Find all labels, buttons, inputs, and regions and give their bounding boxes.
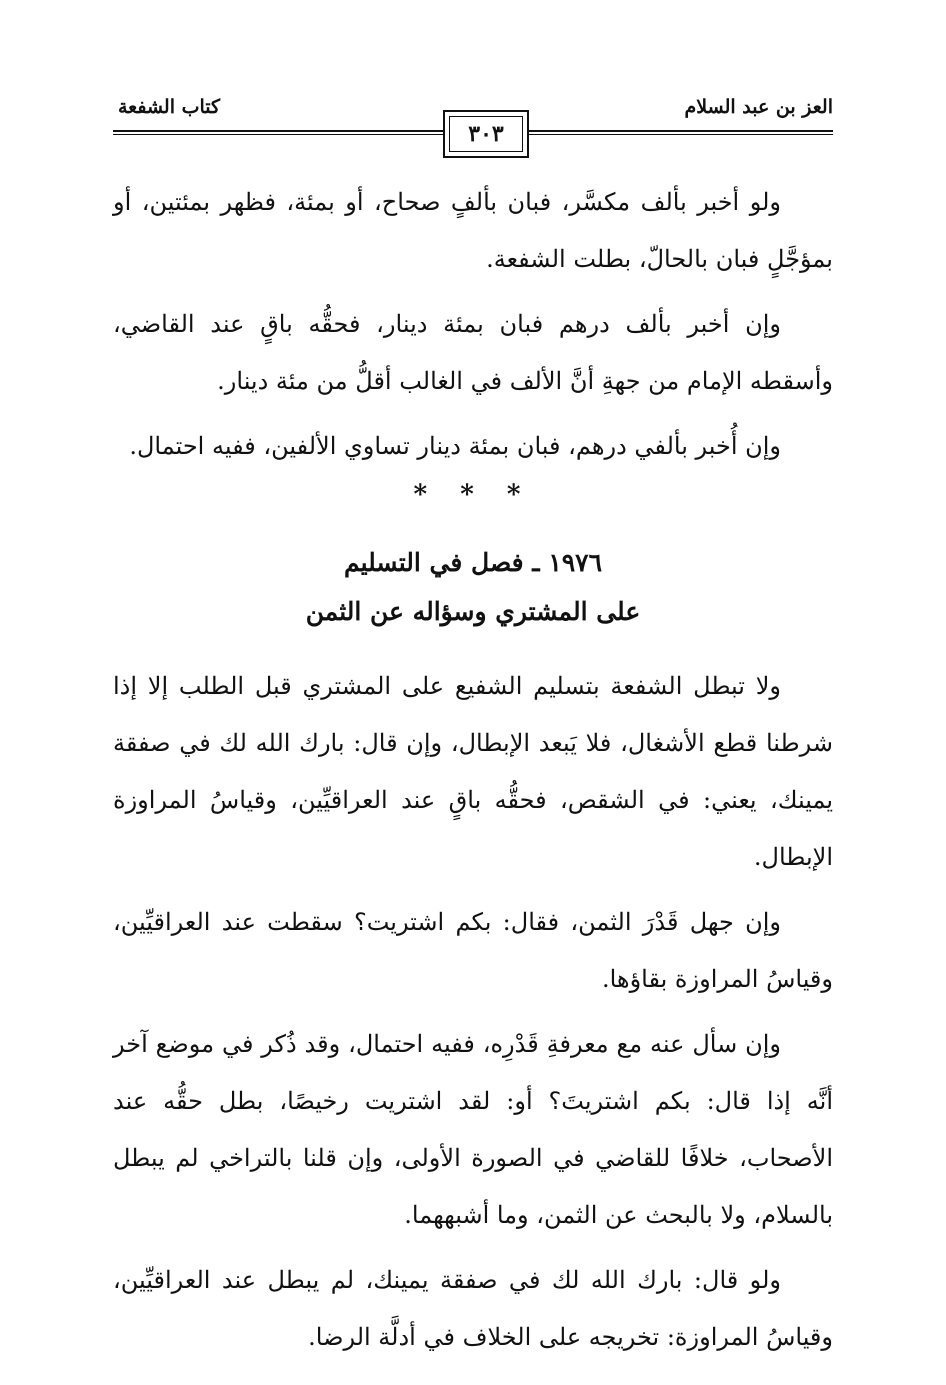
paragraph: ولا تبطل الشفعة بتسليم الشفيع على المشتري قبل الطلب إلا إذا شرطنا قطع الأشغال، فلا يَبعد الإبطال، وإن قال: بارك الله لك في صفقة يمينك، يعني: في الشقص، فحقُّه باقٍ عند العراقيِّين، وقياسُ المراوزة الإبطال.: [113, 672, 833, 871]
paragraph: ولو أخبر بألف مكسَّر، فبان بألفٍ صحاح، أو بمئة، فظهر بمئتين، أو بمؤجَّلٍ فبان بالحالّ، بطلت الشفعة.: [113, 188, 833, 273]
section-text-bottom: [113, 658, 833, 1366]
paragraph: وإن جهل قَدْرَ الثمن، فقال: بكم اشتريت؟ سقطت عند العراقيِّين، وقياسُ المراوزة بقاؤها.: [113, 908, 833, 993]
paragraph: ولو قال: بارك الله لك في صفقة يمينك، لم يبطل عند العراقيِّين، وقياسُ المراوزة: تخريجه على الخلاف في أدلَّة الرضا.: [113, 1266, 833, 1351]
section-separator: * * *: [413, 480, 533, 510]
paragraph: وإن سأل عنه مع معرفةِ قَدْرِه، ففيه احتمال، وقد ذُكر في موضع آخر أنَّه إذا قال: بكم اشتريتَ؟ أو: لقد اشتريت رخيصًا، بطل حقُّه عند الأصحاب، خلافًا للقاضي في الصورة الأولى، وإن قلنا بالتراخي لم يبطل بالسلام، ولا بالبحث عن الثمن، وما أشبههما.: [113, 1030, 833, 1229]
page-number-frame: [443, 110, 529, 158]
chapter-subheading: على المشتري وسؤاله عن الثمن: [305, 597, 641, 626]
paragraph: وإن أخبر بألف درهم فبان بمئة دينار، فحقُّه باقٍ عند القاضي، وأسقطه الإمام من جهةِ أنَّ الألف في الغالب أقلُّ من مئة دينار.: [113, 310, 833, 395]
running-header-author: العز بن عبد السلام: [684, 96, 833, 118]
paragraph: وإن أُخبر بألفي درهم، فبان بمئة دينار تساوي الألفين، ففيه احتمال.: [129, 432, 781, 460]
page-number: ٣٠٣: [468, 121, 504, 147]
running-header-book-title: كتاب الشفعة: [118, 96, 221, 118]
section-text-top: [113, 174, 833, 475]
chapter-heading: ١٩٧٦ ـ فصل في التسليم: [343, 548, 603, 577]
